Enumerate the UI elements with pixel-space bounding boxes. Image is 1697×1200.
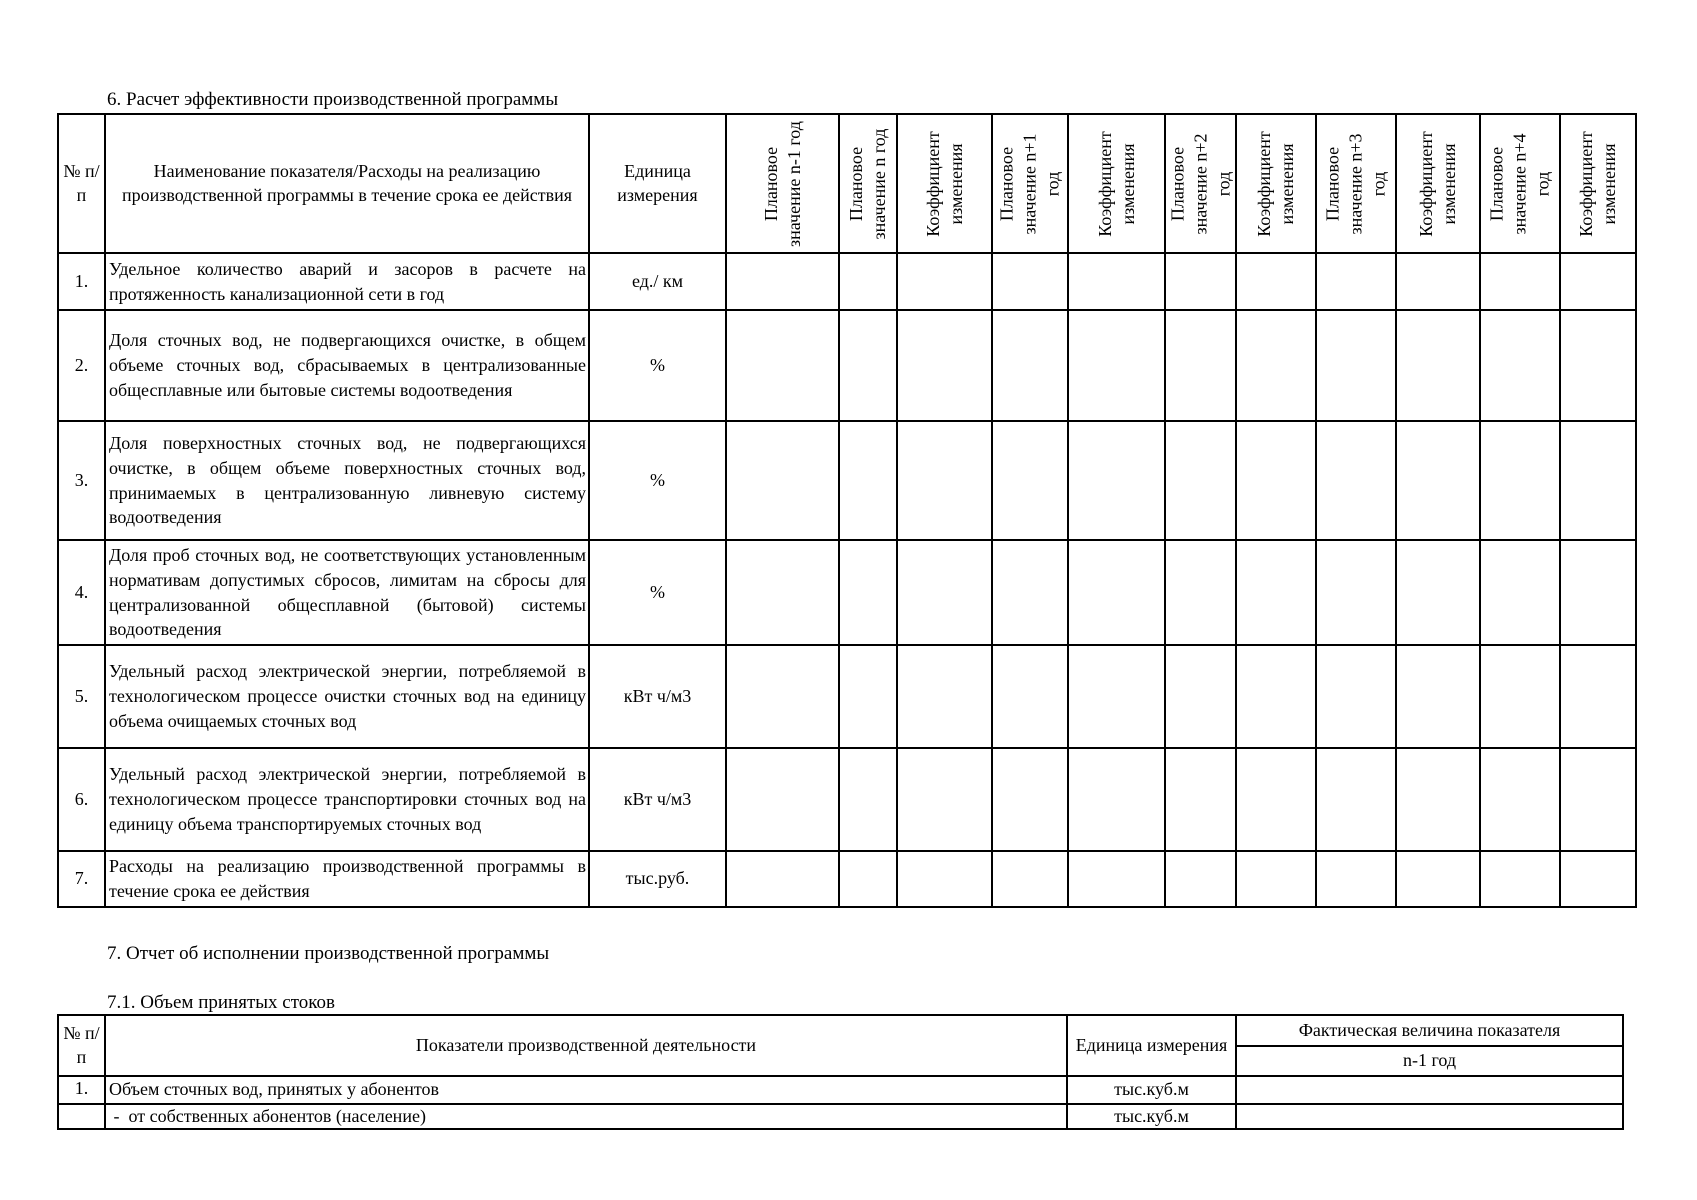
value-cell xyxy=(1480,540,1560,645)
column-header-plan-n-plus-3 xyxy=(1316,114,1396,253)
value-cell xyxy=(1560,851,1636,907)
t2-header-name: Показатели производственной деятельности xyxy=(105,1015,1067,1076)
row-indicator-name: Удельный расход электрической энергии, потребляемой в технологическом процессе транспортировки сточных вод на единицу объема транспортируемых сточных вод xyxy=(105,748,589,851)
value-cell xyxy=(897,748,992,851)
t2-header-fact: Фактическая величина показателя xyxy=(1236,1015,1623,1046)
value-cell xyxy=(1560,748,1636,851)
t2-row-num: 1. xyxy=(58,1076,105,1104)
column-header-coef-4 xyxy=(1396,114,1480,253)
value-cell xyxy=(897,540,992,645)
value-cell xyxy=(1165,748,1236,851)
value-cell xyxy=(1480,645,1560,748)
value-cell xyxy=(992,748,1068,851)
table-row xyxy=(58,253,1697,310)
value-cell xyxy=(726,645,839,748)
row-indicator-name: Удельный расход электрической энергии, потребляемой в технологическом процессе очистки сточных вод на единицу объема очищаемых сточных вод xyxy=(105,645,589,748)
value-cell xyxy=(1236,645,1316,748)
row-indicator-name: Доля проб сточных вод, не соответствующих установленным нормативам допустимых сбросов, лимитам на сбросы для централизованной общесплавной (бытовой) системы водоотведения xyxy=(105,540,589,645)
value-cell xyxy=(1165,645,1236,748)
value-cell xyxy=(897,310,992,421)
value-cell xyxy=(1068,645,1165,748)
value-cell xyxy=(1165,851,1236,907)
value-cell xyxy=(897,253,992,310)
value-cell xyxy=(1480,253,1560,310)
value-cell xyxy=(726,310,839,421)
row-unit: % xyxy=(589,421,726,540)
value-cell xyxy=(1068,851,1165,907)
column-header-coef-1 xyxy=(897,114,992,253)
column-header-label: Плановое значение n-1 год xyxy=(760,120,804,247)
column-header-label: Плановое значение n+3 год xyxy=(1322,133,1389,234)
value-cell xyxy=(726,748,839,851)
value-cell xyxy=(1316,540,1396,645)
column-header-coef-2 xyxy=(1068,114,1165,253)
column-header-plan-n-plus-4 xyxy=(1480,114,1560,253)
value-cell xyxy=(726,851,839,907)
value-cell xyxy=(1068,540,1165,645)
value-cell xyxy=(1068,748,1165,851)
table-row xyxy=(58,748,1697,851)
row-indicator-name: Доля сточных вод, не подвергающихся очистке, в общем объеме сточных вод, сбрасываемых в централизованные общесплавные или бытовые системы водоотведения xyxy=(105,310,589,421)
value-cell xyxy=(1236,421,1316,540)
efficiency-table xyxy=(57,113,1697,908)
value-cell xyxy=(839,540,897,645)
column-header-name: Наименование показателя/Расходы на реализацию производственной программы в течение срока ее действия xyxy=(105,114,589,253)
value-cell xyxy=(992,540,1068,645)
table-row xyxy=(58,645,1697,748)
value-cell xyxy=(1165,540,1236,645)
value-cell xyxy=(1236,748,1316,851)
value-cell xyxy=(992,421,1068,540)
value-cell xyxy=(897,851,992,907)
value-cell xyxy=(1068,253,1165,310)
section-6-title: 6. Расчет эффективности производственной программы xyxy=(107,89,559,110)
row-number: 3. xyxy=(58,421,105,540)
value-cell xyxy=(1236,310,1316,421)
value-cell xyxy=(1480,851,1560,907)
value-cell xyxy=(1165,421,1236,540)
value-cell xyxy=(1560,645,1636,748)
column-header-label: Коэффициент изменения xyxy=(1094,130,1138,237)
value-cell xyxy=(1068,310,1165,421)
value-cell xyxy=(1396,851,1480,907)
value-cell xyxy=(1316,253,1396,310)
column-header-plan-n-plus-1 xyxy=(992,114,1068,253)
column-header-coef-5 xyxy=(1560,114,1636,253)
value-cell xyxy=(1316,310,1396,421)
value-cell xyxy=(726,421,839,540)
t2-header-num: № п/п xyxy=(58,1015,105,1076)
t2-header-unit: Единица измерения xyxy=(1067,1015,1236,1076)
row-indicator-name: Расходы на реализацию производственной программы в течение срока ее действия xyxy=(105,851,589,907)
row-unit: ед./ км xyxy=(589,253,726,310)
table-row xyxy=(58,310,1697,421)
column-header-label: Плановое значение n+4 год xyxy=(1486,133,1553,234)
value-cell xyxy=(839,310,897,421)
t2-header-year: n-1 год xyxy=(1236,1046,1623,1076)
value-cell xyxy=(992,310,1068,421)
section-7-1-subtitle: 7.1. Объем принятых стоков xyxy=(107,992,335,1013)
column-header-label: Коэффициент изменения xyxy=(1415,130,1459,237)
table-row xyxy=(58,540,1697,645)
column-header-label: Коэффициент изменения xyxy=(1575,130,1619,237)
value-cell xyxy=(992,645,1068,748)
value-cell xyxy=(1316,851,1396,907)
t2-row-unit: тыс.куб.м xyxy=(1067,1076,1236,1104)
column-header-unit: Единица измерения xyxy=(589,114,726,253)
column-header-coef-3 xyxy=(1236,114,1316,253)
value-cell xyxy=(1396,748,1480,851)
t2-row-name: - от собственных абонентов (население) xyxy=(105,1104,1067,1129)
column-header-num: № п/п xyxy=(58,114,105,253)
t2-row-value xyxy=(1236,1076,1623,1104)
value-cell xyxy=(1480,310,1560,421)
value-cell xyxy=(1560,310,1636,421)
row-unit: кВт ч/м3 xyxy=(589,748,726,851)
value-cell xyxy=(726,540,839,645)
row-number: 5. xyxy=(58,645,105,748)
column-header-plan-n-minus-1 xyxy=(726,114,839,253)
value-cell xyxy=(1236,851,1316,907)
row-indicator-name: Удельное количество аварий и засоров в расчете на протяженность канализационной сети в год xyxy=(105,253,589,310)
value-cell xyxy=(839,645,897,748)
column-header-label: Плановое значение n+1 год xyxy=(996,133,1063,234)
value-cell xyxy=(1396,253,1480,310)
section-7-title: 7. Отчет об исполнении производственной программы xyxy=(107,943,550,964)
value-cell xyxy=(1396,310,1480,421)
value-cell xyxy=(1236,540,1316,645)
column-header-plan-n xyxy=(839,114,897,253)
value-cell xyxy=(839,421,897,540)
value-cell xyxy=(1560,421,1636,540)
column-header-label: Коэффициент изменения xyxy=(922,130,966,237)
table-row xyxy=(58,851,1697,907)
row-unit: % xyxy=(589,310,726,421)
value-cell xyxy=(1480,748,1560,851)
value-cell xyxy=(839,748,897,851)
t2-row-unit: тыс.куб.м xyxy=(1067,1104,1236,1129)
value-cell xyxy=(1396,421,1480,540)
value-cell xyxy=(839,851,897,907)
value-cell xyxy=(1068,421,1165,540)
column-header-label: Коэффициент изменения xyxy=(1253,130,1297,237)
value-cell xyxy=(897,645,992,748)
value-cell xyxy=(1165,310,1236,421)
column-header-label: Плановое значение n+2 год xyxy=(1166,133,1234,234)
column-header-label: Плановое значение n год xyxy=(845,128,889,239)
value-cell xyxy=(1396,645,1480,748)
value-cell xyxy=(1560,540,1636,645)
value-cell xyxy=(726,253,839,310)
row-number: 6. xyxy=(58,748,105,851)
row-number: 1. xyxy=(58,253,105,310)
column-header-plan-n-plus-2 xyxy=(1165,114,1236,253)
row-number: 2. xyxy=(58,310,105,421)
value-cell xyxy=(897,421,992,540)
value-cell xyxy=(1480,421,1560,540)
accepted-volume-table xyxy=(57,1014,1624,1130)
value-cell xyxy=(992,851,1068,907)
value-cell xyxy=(992,253,1068,310)
value-cell xyxy=(1236,253,1316,310)
value-cell xyxy=(1396,540,1480,645)
table-row xyxy=(58,421,1697,540)
row-number: 4. xyxy=(58,540,105,645)
row-indicator-name: Доля поверхностных сточных вод, не подвергающихся очистке, в общем объеме поверхностных сточных вод, принимаемых в централизованную ливневую систему водоотведения xyxy=(105,421,589,540)
t2-row-value xyxy=(1236,1104,1623,1129)
value-cell xyxy=(1560,253,1636,310)
value-cell xyxy=(1316,748,1396,851)
value-cell xyxy=(1316,645,1396,748)
row-number: 7. xyxy=(58,851,105,907)
value-cell xyxy=(1165,253,1236,310)
value-cell xyxy=(1316,421,1396,540)
t2-row-num xyxy=(58,1104,105,1129)
row-unit: тыс.руб. xyxy=(589,851,726,907)
row-unit: % xyxy=(589,540,726,645)
row-unit: кВт ч/м3 xyxy=(589,645,726,748)
t2-row-name: Объем сточных вод, принятых у абонентов xyxy=(105,1076,1067,1104)
value-cell xyxy=(839,253,897,310)
